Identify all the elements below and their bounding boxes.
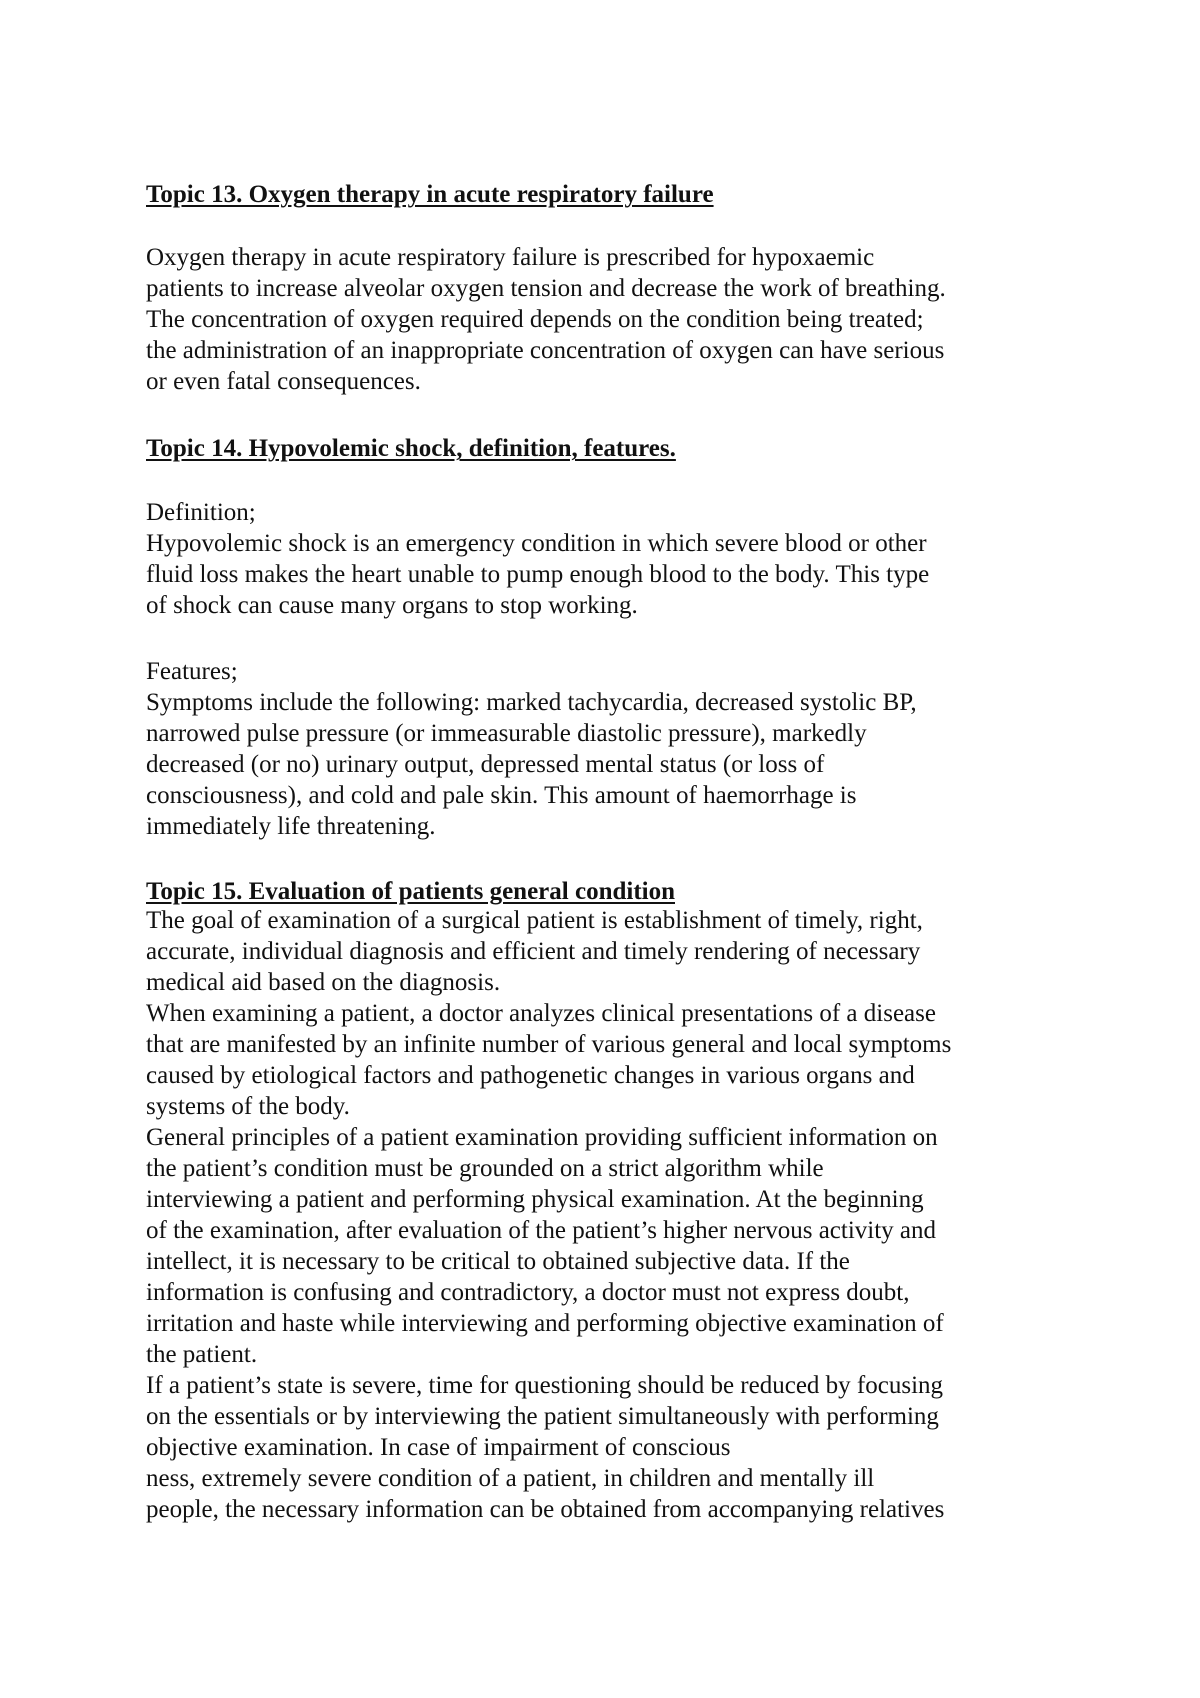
- topic-14-features-line: immediately life threatening.: [146, 813, 436, 840]
- topic-15-heading: Topic 15. Evaluation of patients general condition: [146, 878, 675, 905]
- topic-13-paragraph-line: Oxygen therapy in acute respiratory failure is prescribed for hypoxaemic: [146, 244, 875, 271]
- topic-15-line: interviewing a patient and performing physical examination. At the beginning: [146, 1186, 924, 1213]
- topic-14-definition-label: Definition;: [146, 499, 256, 526]
- topic-15-line: General principles of a patient examination providing sufficient information on: [146, 1124, 938, 1151]
- topic-14-features-line: consciousness), and cold and pale skin. This amount of haemorrhage is: [146, 782, 857, 809]
- topic-15-line: When examining a patient, a doctor analyzes clinical presentations of a disease: [146, 1000, 936, 1027]
- topic-13-paragraph-line: or even fatal consequences.: [146, 368, 421, 395]
- topic-15-line: on the essentials or by interviewing the patient simultaneously with performing: [146, 1403, 939, 1430]
- topic-15-line: If a patient’s state is severe, time for questioning should be reduced by focusing: [146, 1372, 944, 1399]
- topic-15-line: systems of the body.: [146, 1093, 350, 1120]
- topic-13-paragraph-line: patients to increase alveolar oxygen tension and decrease the work of breathing.: [146, 275, 946, 302]
- topic-15-line: intellect, it is necessary to be critical to obtained subjective data. If the: [146, 1248, 850, 1275]
- topic-14-features-line: decreased (or no) urinary output, depressed mental status (or loss of: [146, 751, 825, 778]
- topic-13-paragraph-line: The concentration of oxygen required depends on the condition being treated;: [146, 306, 924, 333]
- topic-14-features-line: Symptoms include the following: marked tachycardia, decreased systolic BP,: [146, 689, 917, 716]
- topic-15-line: objective examination. In case of impairment of conscious: [146, 1434, 731, 1461]
- topic-15-line: information is confusing and contradictory, a doctor must not express doubt,: [146, 1279, 910, 1306]
- topic-15-line: irritation and haste while interviewing and performing objective examination of: [146, 1310, 944, 1337]
- topic-15-line: medical aid based on the diagnosis.: [146, 969, 501, 996]
- topic-15-line: the patient’s condition must be grounded on a strict algorithm while: [146, 1155, 824, 1182]
- topic-14-definition-line: fluid loss makes the heart unable to pump enough blood to the body. This type: [146, 561, 930, 588]
- topic-14-heading: Topic 14. Hypovolemic shock, definition, features.: [146, 435, 676, 462]
- topic-15-line: people, the necessary information can be obtained from accompanying relatives: [146, 1496, 945, 1523]
- topic-15-line: ness, extremely severe condition of a patient, in children and mentally ill: [146, 1465, 875, 1492]
- topic-15-line: of the examination, after evaluation of the patient’s higher nervous activity and: [146, 1217, 937, 1244]
- topic-15-line: that are manifested by an infinite number of various general and local symptoms: [146, 1031, 952, 1058]
- topic-14-definition-line: Hypovolemic shock is an emergency condition in which severe blood or other: [146, 530, 927, 557]
- topic-14-features-label: Features;: [146, 658, 238, 685]
- topic-13-heading: Topic 13. Oxygen therapy in acute respiratory failure: [146, 181, 714, 208]
- topic-15-line: caused by etiological factors and pathogenetic changes in various organs and: [146, 1062, 915, 1089]
- topic-15-line: accurate, individual diagnosis and efficient and timely rendering of necessary: [146, 938, 921, 965]
- topic-13-paragraph-line: the administration of an inappropriate concentration of oxygen can have serious: [146, 337, 945, 364]
- topic-14-features-line: narrowed pulse pressure (or immeasurable diastolic pressure), markedly: [146, 720, 867, 747]
- topic-14-definition-line: of shock can cause many organs to stop working.: [146, 592, 638, 619]
- topic-15-line: the patient.: [146, 1341, 258, 1368]
- topic-15-line: The goal of examination of a surgical patient is establishment of timely, right,: [146, 907, 923, 934]
